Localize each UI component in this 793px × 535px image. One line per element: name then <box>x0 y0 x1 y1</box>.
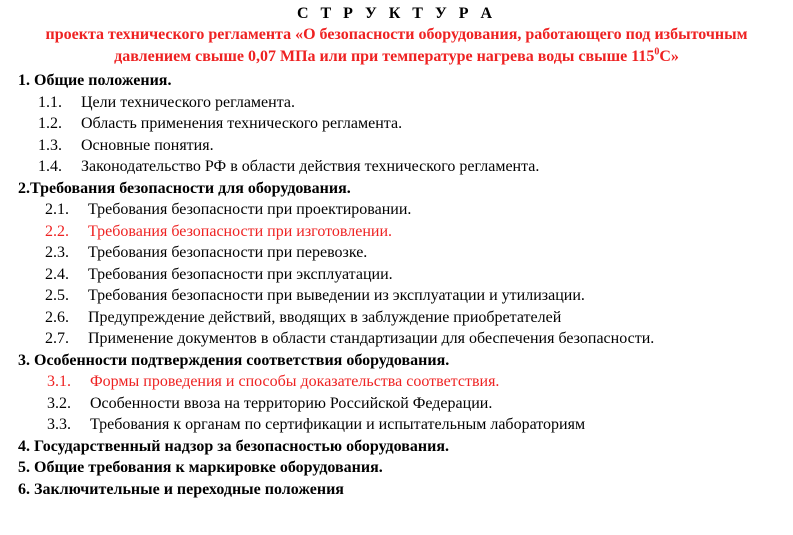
item-number: 2.2. <box>45 222 69 240</box>
page-title: С Т Р У К Т У Р А <box>296 5 497 22</box>
list-item <box>18 156 793 178</box>
section-5-title: 5. Общие требования к маркировке оборудования. <box>18 459 383 476</box>
list-item-highlighted <box>18 221 793 243</box>
subtitle-end: С» <box>659 48 679 65</box>
list-item <box>18 242 793 264</box>
item-text: Требования безопасности при перевозке. <box>88 244 368 261</box>
section-1-items <box>18 92 793 178</box>
item-number: 3.2. <box>47 394 71 412</box>
item-number: 2.1. <box>45 201 69 218</box>
list-item <box>18 92 793 114</box>
item-number: 2.5. <box>45 287 69 304</box>
structure-list <box>0 70 793 500</box>
item-number: 1.4. <box>38 158 62 175</box>
item-text: Требования к органам по сертификации и испытательным лабораториям <box>90 416 586 433</box>
list-item <box>18 285 793 307</box>
item-text: Область применения технического регламента. <box>81 115 403 132</box>
list-item <box>18 414 793 436</box>
section-1-title: 1. Общие положения. <box>18 72 172 89</box>
item-text: Основные понятия. <box>81 136 214 154</box>
header <box>0 0 793 68</box>
item-text: Формы проведения и способы доказательства соответствия. <box>90 373 500 390</box>
subtitle <box>0 24 793 68</box>
section-6-title: 6. Заключительные и переходные положения <box>18 480 344 498</box>
item-number: 1.3. <box>38 136 62 154</box>
item-number: 3.1. <box>47 373 71 390</box>
item-text: Цели технического регламента. <box>81 93 295 111</box>
section-3-title: 3. Особенности подтверждения соответствия оборудования. <box>18 351 450 369</box>
item-number: 2.4. <box>45 265 69 283</box>
list-item <box>18 307 793 329</box>
list-item <box>18 264 793 286</box>
subtitle-superscript: 0 <box>654 46 660 58</box>
list-item <box>18 113 793 135</box>
item-number: 1.2. <box>38 115 62 132</box>
list-item <box>18 135 793 157</box>
item-number: 2.7. <box>45 330 69 347</box>
item-text: Предупреждение действий, вводящих в заблуждение приобретателей <box>88 308 562 326</box>
list-item-highlighted <box>18 371 793 393</box>
item-number: 2.6. <box>45 308 69 326</box>
subtitle-main: проекта технического регламента «О безопасности оборудования, работающего под избыточным давлением свыше 0,07 МПа или при температуре нагрева воды свыше 115 <box>45 26 748 65</box>
section-3-items <box>18 371 793 436</box>
item-text: Требования безопасности при выведении из эксплуатации и утилизации. <box>88 287 585 304</box>
item-text: Особенности ввоза на территорию Российской Федерации. <box>90 394 493 412</box>
section-2-items <box>18 199 793 350</box>
section-4-title: 4. Государственный надзор за безопасностью оборудования. <box>18 437 449 455</box>
item-text: Требования безопасности при проектировании. <box>88 201 412 218</box>
section-2-title: 2.Требования безопасности для оборудования. <box>18 179 351 197</box>
list-item <box>18 199 793 221</box>
item-text: Законодательство РФ в области действия технического регламента. <box>81 158 540 175</box>
item-text: Требования безопасности при изготовлении. <box>88 222 393 240</box>
item-number: 3.3. <box>47 416 71 433</box>
item-text: Применение документов в области стандартизации для обеспечения безопасности. <box>88 330 655 347</box>
list-item <box>18 393 793 415</box>
item-number: 1.1. <box>38 93 62 111</box>
item-number: 2.3. <box>45 244 69 261</box>
item-text: Требования безопасности при эксплуатации. <box>88 265 393 283</box>
list-item <box>18 328 793 350</box>
